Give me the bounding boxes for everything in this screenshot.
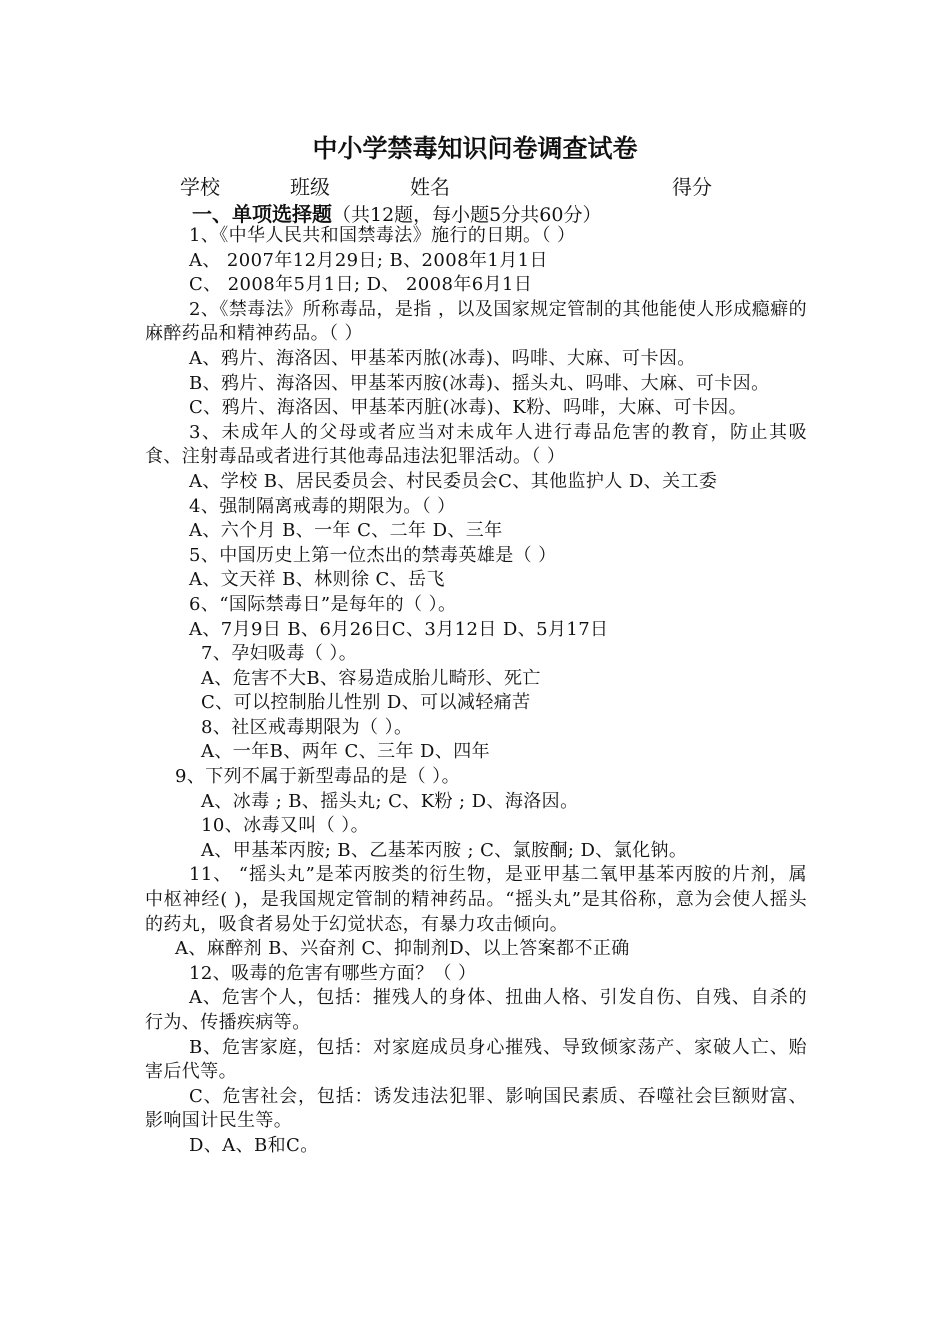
question-line: A、甲基苯丙胺; B、乙基苯丙胺 ; C、氯胺酮; D、氯化钠。 — [201, 839, 688, 861]
question-line: B、危害家庭，包括：对家庭成员身心摧残、导致倾家荡产、家破人亡、贻害后代等。 — [145, 1036, 807, 1083]
question-line: B、鸦片、海洛因、甲基苯丙胺(冰毒)、摇头丸、吗啡、大麻、可卡因。 — [189, 372, 770, 394]
page-title: 中小学禁毒知识问卷调查试卷 — [312, 134, 638, 163]
question-line: 8、社区戒毒期限为（ ）。 — [201, 716, 413, 738]
question-line: A、 2007年12月29日; B、2008年1月1日 — [189, 249, 548, 271]
question-line: 5、中国历史上第一位杰出的禁毒英雄是（ ） — [189, 544, 557, 566]
question-line: A、文天祥 B、林则徐 C、岳飞 — [189, 569, 445, 591]
question-line: 1、《中华人民共和国禁毒法》施行的日期。（ ） — [189, 225, 576, 246]
question-line: C、 2008年5月1日; D、 2008年6月1日 — [189, 274, 533, 296]
section-title: 一、单项选择题 — [192, 202, 332, 226]
question-line: C、鸦片、海洛因、甲基苯丙脏(冰毒)、K粉、吗啡，大麻、可卡因。 — [189, 397, 748, 419]
question-line: A、麻醉剂 B、兴奋剂 C、抑制剂D、以上答案都不正确 — [175, 938, 630, 960]
school-label: 学校 — [180, 175, 220, 199]
question-line: A、六个月 B、一年 C、二年 D、三年 — [189, 520, 503, 542]
question-line: 4、强制隔离戒毒的期限为。（ ） — [189, 495, 456, 517]
question-line: 12、吸毒的危害有哪些方面？（ ） — [189, 962, 477, 984]
question-line: A、危害个人，包括：摧残人的身体、扭曲人格、引发自伤、自残、自杀的行为、传播疾病等。 — [145, 987, 807, 1033]
question-line: 3、未成年人的父母或者应当对未成年人进行毒品危害的教育，防止其吸食、注射毒品或者进行其他毒品违法犯罪活动。（ ） — [145, 421, 807, 468]
question-line: 11、 “摇头丸”是苯丙胺类的衍生物，是亚甲基二氧甲基苯丙胺的片剂，属中枢神经( )，是我国规定管制的精神药品。“摇头丸”是其俗称，意为会使人摇头的药丸，吸食者易处于幻觉状态，有暴力攻击倾向。 — [145, 864, 807, 935]
question-line: A、7月9日 B、6月26日C、3月12日 D、5月17日 — [189, 618, 609, 640]
score-label: 得分 — [672, 175, 712, 199]
question-body — [145, 224, 807, 1159]
question-line: C、危害社会，包括：诱发违法犯罪、影响国民素质、吞噬社会巨额财富、影响国计民生等。 — [145, 1085, 807, 1132]
question-line: 9、下列不属于新型毒品的是（ ）。 — [175, 766, 460, 788]
student-info-row — [0, 172, 950, 202]
question-line: C、可以控制胎儿性别 D、可以减轻痛苦 — [201, 692, 531, 714]
question-line: 7、孕妇吸毒（ ）。 — [201, 643, 358, 665]
question-line: A、冰毒 ; B、摇头丸; C、K粉 ; D、海洛因。 — [201, 790, 579, 812]
section-note: （共12题，每小题5分共60分） — [332, 204, 602, 226]
question-line: A、危害不大B、容易造成胎儿畸形、死亡 — [201, 667, 541, 689]
question-line: A、一年B、两年 C、三年 D、四年 — [201, 741, 491, 763]
name-label: 姓名 — [410, 175, 450, 199]
question-line: A、鸦片、海洛因、甲基苯丙脓(冰毒)、吗啡、大麻、可卡因。 — [189, 347, 696, 369]
class-label: 班级 — [290, 175, 330, 199]
question-line: A、学校 B、居民委员会、村民委员会C、其他监护人 D、关工委 — [189, 470, 718, 492]
question-line: 6、“国际禁毒日”是每年的（ ）。 — [189, 593, 457, 615]
question-line: 10、冰毒又叫（ ）。 — [201, 815, 370, 837]
question-line: 2、《禁毒法》所称毒品，是指 ，以及国家规定管制的其他能使人形成瘾癖的麻醉药品和精神药品。（ ） — [145, 298, 807, 345]
question-line: D、A、B和C。 — [189, 1134, 319, 1156]
